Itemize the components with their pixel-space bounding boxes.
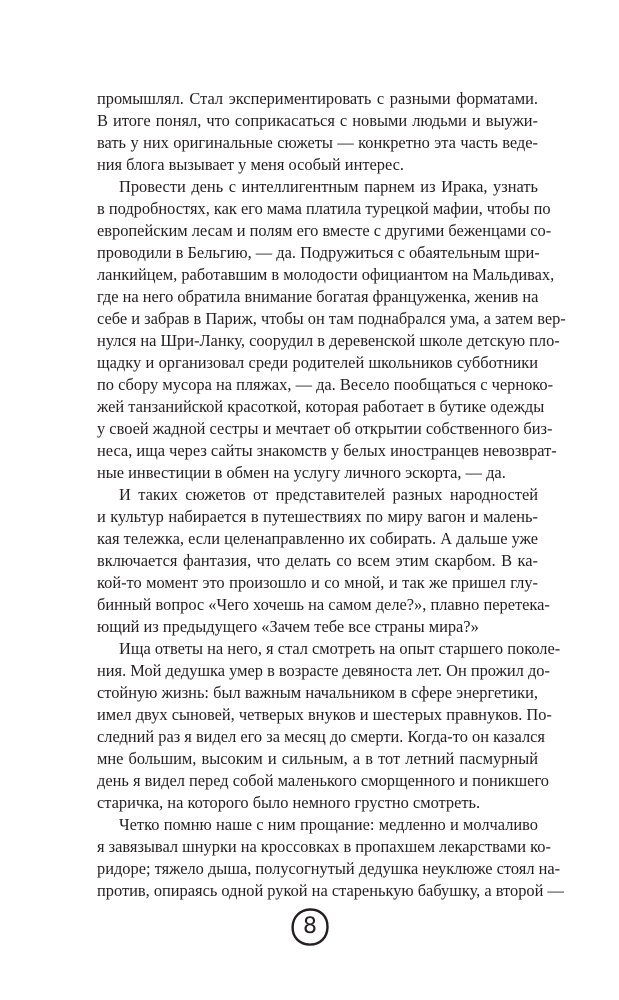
text-line: щадку и организовал среди родителей школьников субботники <box>97 353 538 372</box>
text-line: ридоре; тяжело дыша, полусогнутый дедушка неуклюже стоял на- <box>97 859 561 878</box>
paragraph-3 <box>97 484 550 638</box>
text-line: ные инвестиции в обмен на услугу личного эскорта, — да. <box>97 463 506 482</box>
text-line: кой-то момент это произошло и со мной, и так же пришел глу- <box>97 573 538 592</box>
text-line: промышлял. Стал экспериментировать с разными форматами. <box>97 89 538 108</box>
text-line: день я видел перед собой маленького сморщенного и поникшего <box>97 771 549 790</box>
text-line: бинный вопрос «Чего хочешь на самом деле?», плавно перетека- <box>97 595 550 614</box>
text-line: у своей жадной сестры и мечтает об открытии собственного биз- <box>97 419 553 438</box>
text-line: себе и забрав в Париж, чтобы он там поднабрался ума, а затем вер- <box>97 309 566 328</box>
text-line: и культур набирается в путешествиях по миру вагон и малень- <box>97 507 538 526</box>
text-line: В итоге понял, что соприкасаться с новыми людьми и выужи- <box>97 111 538 130</box>
text-line: имел двух сыновей, четверых внуков и шестерых правнуков. По- <box>97 705 552 724</box>
paragraph-2 <box>97 176 566 484</box>
text-line: ния. Мой дедушка умер в возрасте девяноста лет. Он прожил до- <box>97 661 550 680</box>
text-line: включается фантазия, что делать со всем этим скарбом. В ка- <box>97 551 538 570</box>
text-line: где на него обратила внимание богатая француженка, женив на <box>97 287 539 306</box>
text-line: жей танзанийской красоткой, которая работает в бутике одежды <box>97 397 545 416</box>
text-line: неса, ища через сайты знакомств у белых иностранцев невозврат- <box>97 441 557 460</box>
text-line: Провести день с интеллигентным парнем из Ирака, узнать <box>119 177 538 196</box>
text-line: я завязывал шнурки на кроссовках в пропахшем лекарствами ко- <box>97 837 551 856</box>
text-line: ющий из предыдущего «Зачем тебе все страны мира?» <box>97 617 479 636</box>
paragraph-5 <box>97 814 564 902</box>
text-line: против, опираясь одной рукой на старенькую бабушку, а второй — <box>97 881 564 900</box>
text-line: Ища ответы на него, я стал смотреть на опыт старшего поколе- <box>119 639 561 658</box>
text-line: кая тележка, если целенаправленно их собирать. А дальше уже <box>97 529 538 548</box>
text-line: старичка, на которого было немного грустно смотреть. <box>97 793 481 812</box>
page-number: 8 <box>303 914 317 939</box>
text-line: ния блога вызывает у меня особый интерес. <box>97 155 405 174</box>
text-line: следний раз я видел его за месяц до смерти. Когда-то он казался <box>97 727 545 746</box>
paragraph-1 <box>97 88 538 176</box>
text-line: Четко помню наше с ним прощание: медленно и молчаливо <box>119 815 538 834</box>
text-line: ланкийцем, работавшим в молодости официантом на Мальдивах, <box>97 265 555 284</box>
text-line: И таких сюжетов от представителей разных народностей <box>119 485 538 504</box>
paragraph-4 <box>97 638 561 814</box>
body-text <box>97 88 566 902</box>
text-line: стойную жизнь: был важным начальником в сфере энергетики, <box>97 683 538 702</box>
text-line: проводили в Бельгию, — да. Подружиться с обаятельным шри- <box>97 243 540 262</box>
text-line: европейским лесам и полям его вместе с другими беженцами со- <box>97 221 552 240</box>
text-line: в подробностях, как его мама платила турецкой мафии, чтобы по <box>97 199 551 218</box>
text-line: по сбору мусора на пляжах, — да. Весело пообщаться с черноко- <box>97 375 554 394</box>
page-number-badge <box>290 907 330 947</box>
text-line: вать у них оригинальные сюжеты — конкретно эта часть веде- <box>97 133 538 152</box>
text-line: мне большим, высоким и сильным, а в тот летний пасмурный <box>97 749 538 768</box>
text-line: нулся на Шри-Ланку, соорудил в деревенской школе детскую пло- <box>97 331 560 350</box>
